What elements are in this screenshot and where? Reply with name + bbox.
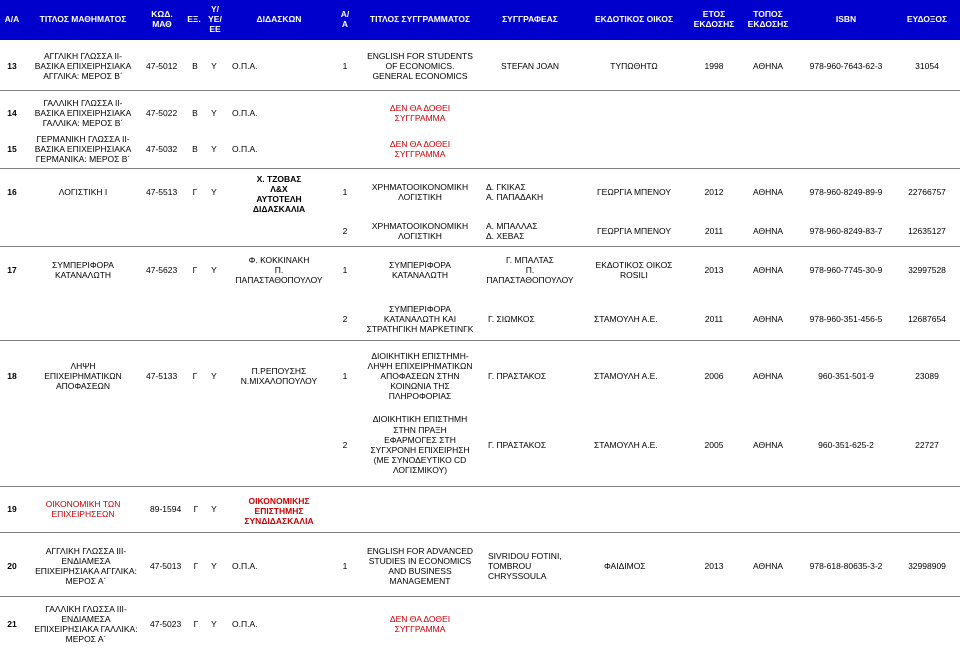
course-title: ΓΕΡΜΑΝΙΚΗ ΓΛΩΣΣΑ ΙΙ- ΒΑΣΙΚΑ ΕΠΙΧΕΙΡΗΣΙΑΚΑ ΓΕΡΜΑΝΙΚΑ: ΜΕΡΟΣ Β΄ xyxy=(34,133,132,165)
publication-year: 2005 xyxy=(704,439,724,450)
col-header-course-code: ΚΩΔ. ΜΑΘ xyxy=(151,9,173,29)
col-header-semester: ΕΞ. xyxy=(187,14,201,25)
publisher: ΦΑΙΔΙΜΟΣ xyxy=(604,560,646,571)
publisher: ΕΚΔΟΤΙΚΟΣ ΟΙΚΟΣ ROSILI xyxy=(595,259,673,280)
book-number: 2 xyxy=(342,225,348,236)
publisher: ΓΕΩΡΓΙΑ ΜΠΕΝΟΥ xyxy=(596,186,671,197)
publication-year: 2006 xyxy=(704,370,724,381)
course-code: 47-5013 xyxy=(150,560,182,571)
book-authors: Γ. ΣΙΩΜΚΟΣ xyxy=(488,313,535,324)
publication-year: 2011 xyxy=(704,313,724,324)
col-header-eudoxus: ΕΥΔΟΞΟΣ xyxy=(906,14,948,25)
eudoxus-code: 32997528 xyxy=(908,264,946,275)
semester: Β xyxy=(192,107,198,118)
publication-place: ΑΘΗΝΑ xyxy=(752,60,784,71)
course-code: 89-1594 xyxy=(150,503,182,514)
book-number: 1 xyxy=(342,370,348,381)
isbn: 960-351-501-9 xyxy=(818,370,874,381)
isbn: 978-960-7643-62-3 xyxy=(809,60,883,71)
publication-place: ΑΘΗΝΑ xyxy=(752,313,784,324)
publication-year: 2013 xyxy=(704,560,724,571)
row-number: 17 xyxy=(7,264,17,275)
no-book-notice: ΔΕΝ ΘΑ ΔΟΘΕΙ ΣΥΓΓΡΑΜΜΑ xyxy=(389,613,451,634)
publication-place: ΑΘΗΝΑ xyxy=(752,560,784,571)
publication-place: ΑΘΗΝΑ xyxy=(752,225,784,236)
course-code: 47-5032 xyxy=(146,143,178,154)
row-divider xyxy=(0,532,960,533)
eudoxus-code: 23089 xyxy=(915,370,939,381)
book-title: ΧΡΗΜΑΤΟΟΙΚΟΝΟΜΙΚΗ ΛΟΓΙΣΤΙΚΗ xyxy=(371,220,469,241)
row-number: 19 xyxy=(7,503,17,514)
course-type: Υ xyxy=(211,107,217,118)
course-code: 47-5513 xyxy=(146,186,178,197)
teacher: Χ. ΤΖΟΒΑΣ Λ&Χ ΑΥΤΟΤΕΛΗ ΔΙΔΑΣΚΑΛΙΑ xyxy=(252,173,306,215)
course-type: Υ xyxy=(211,560,217,571)
col-header-teacher: ΔΙΔΑΣΚΩΝ xyxy=(256,14,302,25)
publication-place: ΑΘΗΝΑ xyxy=(752,370,784,381)
course-code: 47-5022 xyxy=(146,107,178,118)
book-number: 1 xyxy=(342,560,348,571)
row-number: 14 xyxy=(7,107,17,118)
book-authors: Γ. ΠΡΑΣΤΑΚΟΣ xyxy=(488,370,547,381)
row-number: 18 xyxy=(7,370,17,381)
course-code: 47-5023 xyxy=(150,618,182,629)
row-divider xyxy=(0,340,960,341)
isbn: 978-618-80635-3-2 xyxy=(809,560,883,571)
isbn: 978-960-7745-30-9 xyxy=(809,264,883,275)
publisher: ΣΤΑΜΟΥΛΗ Α.Ε. xyxy=(594,370,658,381)
publication-place: ΑΘΗΝΑ xyxy=(752,439,784,450)
teacher: Π.ΡΕΠΟΥΣΗΣ Ν.ΜΙΧΑΛΟΠΟΥΛΟΥ xyxy=(240,365,318,386)
teacher: Ο.Π.Α. xyxy=(232,60,258,71)
book-number: 1 xyxy=(342,264,348,275)
row-divider xyxy=(0,90,960,91)
book-authors: Α. ΜΠΑΛΛΑΣ Δ. ΧΕΒΑΣ xyxy=(486,220,538,241)
course-title: ΟΙΚΟΝΟΜΙΚΗ ΤΩΝ ΕΠΙΧΕΙΡΗΣΕΩΝ xyxy=(45,498,121,519)
semester: Γ xyxy=(193,560,199,571)
row-number: 20 xyxy=(7,560,17,571)
course-title: ΓΑΛΛΙΚΗ ΓΛΩΣΣΑ ΙΙ- ΒΑΣΙΚΑ ΕΠΙΧΕΙΡΗΣΙΑΚΑ ΓΑΛΛΙΚΑ: ΜΕΡΟΣ Β΄ xyxy=(34,97,132,129)
book-title: ENGLISH FOR ADVANCED STUDIES IN ECONOMICS AND BUSINESS MANAGEMENT xyxy=(366,545,474,587)
semester: Β xyxy=(192,60,198,71)
publisher: ΣΤΑΜΟΥΛΗ Α.Ε. xyxy=(594,313,658,324)
semester: Γ xyxy=(193,618,199,629)
book-authors: Δ. ΓΚΙΚΑΣ Α. ΠΑΠΑΔΑΚΗ xyxy=(486,181,544,202)
book-title: ΔΙΟΙΚΗΤΙΚΗ ΕΠΙΣΤΗΜΗ- ΛΗΨΗ ΕΠΙΧΕΙΡΗΜΑΤΙΚΩΝ ΑΠΟΦΑΣΕΩΝ ΣΤΗΝ ΚΟΙΝΩΝΙΑ ΤΗΣ ΠΛΗΡΟΦΟΡΙΑΣ xyxy=(367,350,473,402)
eudoxus-code: 31054 xyxy=(915,60,939,71)
col-header-aa: Α/Α xyxy=(4,14,20,25)
row-number: 15 xyxy=(7,143,17,154)
publisher: ΤΥΠΩΘΗΤΩ xyxy=(610,60,658,71)
book-title: ENGLISH FOR STUDENTS OF ECONOMICS. GENERAL ECONOMICS xyxy=(367,50,473,82)
row-number: 16 xyxy=(7,186,17,197)
publication-place: ΑΘΗΝΑ xyxy=(752,264,784,275)
book-title: ΣΥΜΠΕΡΙΦΟΡΑ ΚΑΤΑΝΑΛΩΤΗ ΚΑΙ ΣΤΡΑΤΗΓΙΚΗ ΜΑΡΚΕΤΙΝΓΚ xyxy=(366,303,474,335)
col-header-place: ΤΟΠΟΣ ΕΚΔΟΣΗΣ xyxy=(747,9,789,29)
isbn: 978-960-351-456-5 xyxy=(809,313,883,324)
publisher: ΣΤΑΜΟΥΛΗ Α.Ε. xyxy=(594,439,658,450)
row-divider xyxy=(0,168,960,169)
col-header-authors: ΣΥΓΓΡΑΦΕΑΣ xyxy=(502,14,558,25)
course-type: Υ xyxy=(211,618,217,629)
semester: Γ xyxy=(192,264,198,275)
col-header-book-title: ΤΙΤΛΟΣ ΣΥΓΓΡΑΜΜΑΤΟΣ xyxy=(369,14,471,25)
no-book-notice: ΔΕΝ ΘΑ ΔΟΘΕΙ ΣΥΓΓΡΑΜΜΑ xyxy=(389,102,451,123)
col-header-year: ΕΤΟΣ ΕΚΔΟΣΗΣ xyxy=(693,9,735,29)
course-title: ΑΓΓΛΙΚΗ ΓΛΩΣΣΑ ΙΙ- ΒΑΣΙΚΑ ΕΠΙΧΕΙΡΗΣΙΑΚΑ ΑΓΓΛΙΚΑ: ΜΕΡΟΣ Β΄ xyxy=(34,50,132,82)
semester: Γ xyxy=(192,186,198,197)
course-type: Υ xyxy=(211,186,217,197)
book-authors: SIVRIDOU FOTINI, TOMBROU CHRYSSOULA xyxy=(488,550,562,582)
book-authors: STEFAN JOAN xyxy=(500,60,560,71)
course-type: Υ xyxy=(211,143,217,154)
col-header-course-title: ΤΙΤΛΟΣ ΜΑΘΗΜΑΤΟΣ xyxy=(39,14,127,25)
course-title: ΛΟΓΙΣΤΙΚΗ Ι xyxy=(58,186,108,197)
teacher: Ο.Π.Α. xyxy=(232,107,258,118)
semester: Γ xyxy=(192,370,198,381)
row-divider xyxy=(0,486,960,487)
course-type: Υ xyxy=(211,264,217,275)
row-divider xyxy=(0,246,960,247)
book-title: ΣΥΜΠΕΡΙΦΟΡΑ ΚΑΤΑΝΑΛΩΤΗ xyxy=(389,259,451,280)
book-number: 2 xyxy=(342,439,348,450)
book-title: ΧΡΗΜΑΤΟΟΙΚΟΝΟΜΙΚΗ ΛΟΓΙΣΤΙΚΗ xyxy=(371,181,469,202)
teacher: Ο.Π.Α. xyxy=(232,560,258,571)
course-title: ΣΥΜΠΕΡΙΦΟΡΑ ΚΑΤΑΝΑΛΩΤΗ xyxy=(52,259,114,280)
table-header xyxy=(0,0,960,40)
course-title: ΛΗΨΗ ΕΠΙΧΕΙΡΗΜΑΤΙΚΩΝ ΑΠΟΦΑΣΕΩΝ xyxy=(44,360,122,392)
row-number: 21 xyxy=(7,618,17,629)
row-divider xyxy=(0,596,960,597)
eudoxus-code: 22766757 xyxy=(908,186,946,197)
isbn: 978-960-8249-89-9 xyxy=(809,186,883,197)
teacher: Ο.Π.Α. xyxy=(232,618,258,629)
course-code: 47-5133 xyxy=(146,370,178,381)
book-authors: Γ. ΠΡΑΣΤΑΚΟΣ xyxy=(488,439,547,450)
eudoxus-code: 32998909 xyxy=(908,560,946,571)
book-title: ΔΙΟΙΚΗΤΙΚΗ ΕΠΙΣΤΗΜΗ ΣΤΗΝ ΠΡΑΞΗ ΕΦΑΡΜΟΓΕΣ ΣΤΗ ΣΥΓΧΡΟΝΗ ΕΠΙΧΕΙΡΗΣΗ (ΜΕ ΣΥΝΟΔΕΥΤΙΚΟ CD ΛΟΓΙΣΜΙΚΟΥ) xyxy=(370,414,470,476)
course-title: ΓΑΛΛΙΚΗ ΓΛΩΣΣΑ ΙΙΙ- ΕΝΔΙΑΜΕΣΑ ΕΠΙΧΕΙΡΗΣΙΑΚΑ ΓΑΛΛΙΚΑ: ΜΕΡΟΣ Α΄ xyxy=(34,603,138,645)
publication-place: ΑΘΗΝΑ xyxy=(752,186,784,197)
semester: Β xyxy=(192,143,198,154)
eudoxus-code: 12687654 xyxy=(908,313,946,324)
row-number: 13 xyxy=(7,60,17,71)
eudoxus-code: 22727 xyxy=(915,439,939,450)
publisher: ΓΕΩΡΓΙΑ ΜΠΕΝΟΥ xyxy=(596,225,671,236)
semester: Γ xyxy=(193,503,199,514)
isbn: 978-960-8249-83-7 xyxy=(809,225,883,236)
publication-year: 2013 xyxy=(704,264,724,275)
col-header-publisher: ΕΚΔΟΤΙΚΟΣ ΟΙΚΟΣ xyxy=(594,14,674,25)
course-code: 47-5623 xyxy=(146,264,178,275)
teacher: Φ. ΚΟΚΚΙΝΑΚΗ Π. ΠΑΠΑΣΤΑΘΟΠΟΥΛΟΥ xyxy=(235,254,323,286)
course-type: Υ xyxy=(211,503,217,514)
teacher: ΟΙΚΟΝΟΜΙΚΗΣ ΕΠΙΣΤΗΜΗΣ ΣΥΝΔΙΔΑΣΚΑΛΙΑ xyxy=(244,495,314,527)
course-type: Υ xyxy=(211,60,217,71)
book-number: 1 xyxy=(342,60,348,71)
col-header-book-aa: Α/ Α xyxy=(340,9,350,29)
book-number: 1 xyxy=(342,186,348,197)
col-header-isbn: ISBN xyxy=(835,14,857,25)
course-title: ΑΓΓΛΙΚΗ ΓΛΩΣΣΑ ΙΙΙ- ΕΝΔΙΑΜΕΣΑ ΕΠΙΧΕΙΡΗΣΙΑΚΑ ΑΓΓΛΙΚΑ: ΜΕΡΟΣ Α΄ xyxy=(35,545,137,587)
teacher: Ο.Π.Α. xyxy=(232,143,258,154)
book-number: 2 xyxy=(342,313,348,324)
eudoxus-code: 12635127 xyxy=(908,225,946,236)
publication-year: 1998 xyxy=(704,60,724,71)
col-header-type: Υ/ ΥΕ/ ΕΕ xyxy=(208,4,222,34)
isbn: 960-351-625-2 xyxy=(818,439,874,450)
publication-year: 2011 xyxy=(704,225,724,236)
publication-year: 2012 xyxy=(704,186,724,197)
course-type: Υ xyxy=(211,370,217,381)
course-code: 47-5012 xyxy=(146,60,178,71)
book-authors: Γ. ΜΠΑΛΤΑΣ Π. ΠΑΠΑΣΤΑΘΟΠΟΥΛΟΥ xyxy=(486,254,574,286)
no-book-notice: ΔΕΝ ΘΑ ΔΟΘΕΙ ΣΥΓΓΡΑΜΜΑ xyxy=(389,138,451,159)
